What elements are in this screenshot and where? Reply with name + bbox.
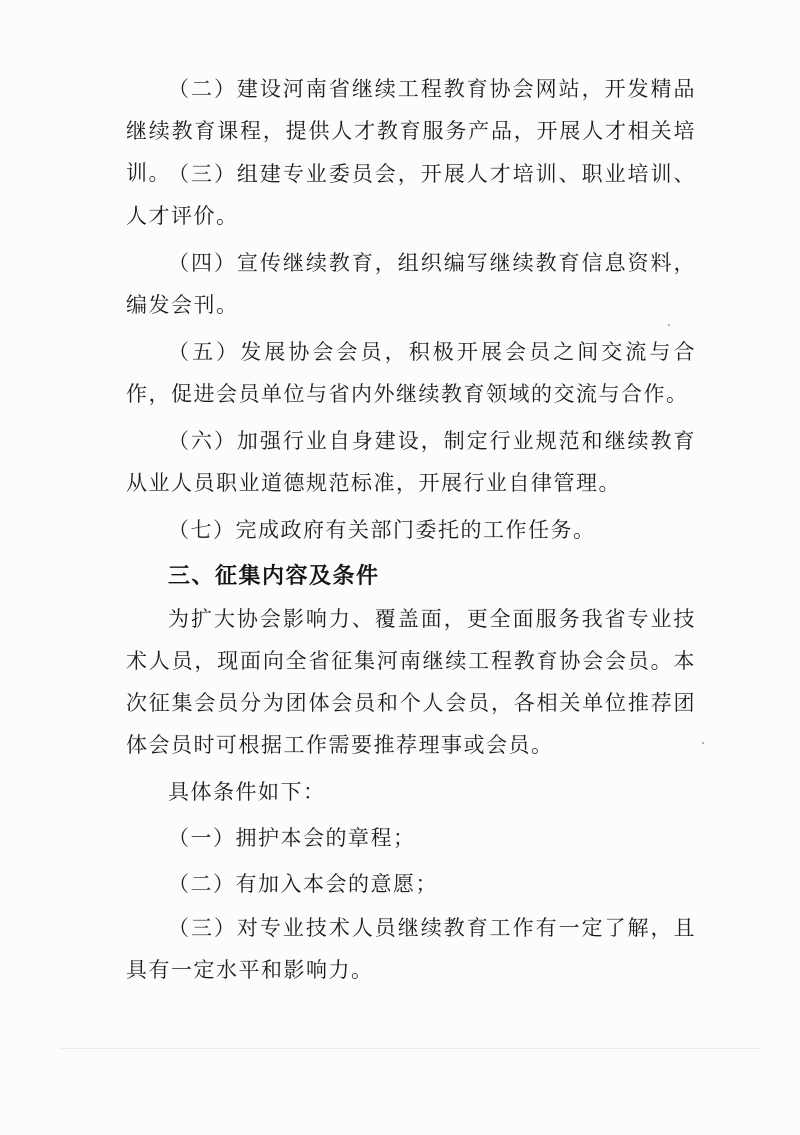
paragraph-item-2: （二）建设河南省继续工程教育协会网站，开发精品继续教育课程，提供人才教育服务产品，开展人才相关培训。 [126,77,696,185]
paragraph-item-7: （七）完成政府有关部门委托的工作任务。 [168,518,596,542]
paragraph-item-4: （四）宣传继续教育，组织编写继续教育信息资料，编发会刊。 [126,251,696,317]
conditions-intro: 具体条件如下： [168,780,326,804]
paragraph-item-3: （三）组建专业委员会，开展人才培训、职业培训、人才评价。 [126,162,696,228]
condition-item-1: （一）拥护本会的章程； [168,826,416,850]
condition-item-2: （二）有加入本会的意愿； [168,872,438,896]
scan-artifact-line [60,1048,760,1049]
section-heading: 三、征集内容及条件 [168,564,380,589]
section-intro-paragraph: 为扩大协会影响力、覆盖面，更全面服务我省专业技术人员，现面向全省征集河南继续工程教育协会会员。本次征集会员分为团体会员和个人会员，各相关单位推荐团体会员时可根据工作需要推荐理事或会员。 [126,607,696,757]
scan-speck [668,324,670,326]
condition-item-3: （三）对专业技术人员继续教育工作有一定了解，且具有一定水平和影响力。 [126,916,696,982]
paragraph-item-6: （六）加强行业自身建设，制定行业规范和继续教育从业人员职业道德规范标准，开展行业自律管理。 [126,429,696,495]
paragraph-item-5: （五）发展协会会员，积极开展会员之间交流与合作，促进会员单位与省内外继续教育领域的交流与合作。 [126,340,696,406]
scan-speck [702,742,704,744]
